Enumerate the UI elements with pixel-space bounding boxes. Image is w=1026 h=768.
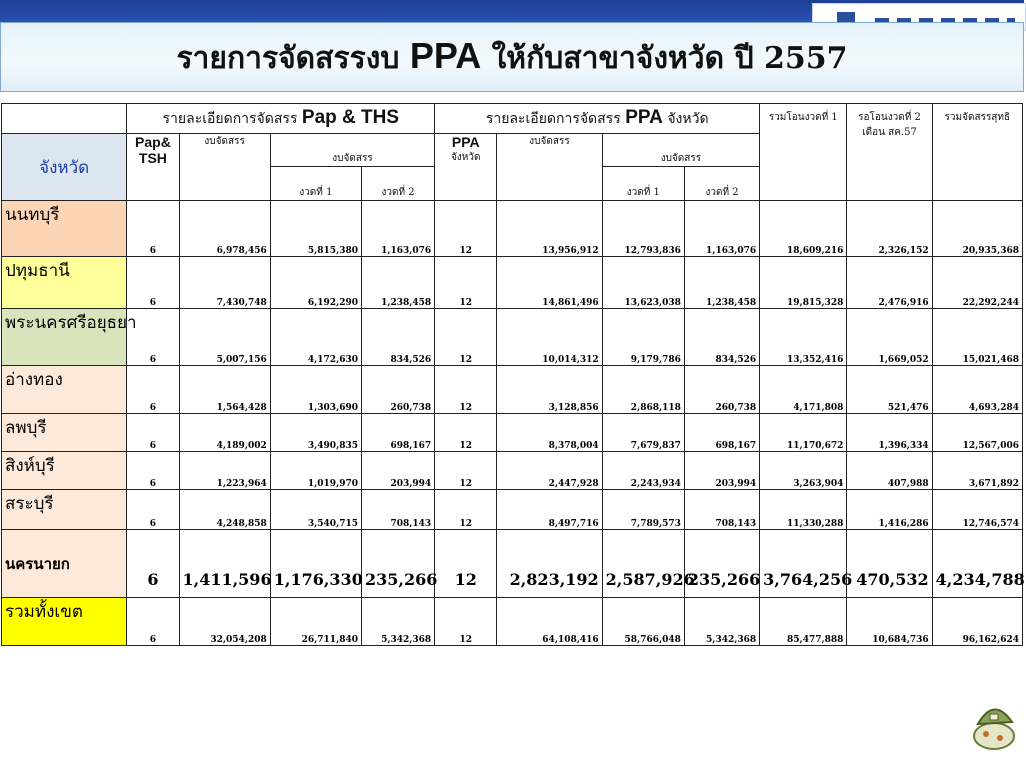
ppa-budget-header: งบจัดสรร (497, 134, 602, 201)
ppa-budget-cell: 3,128,856 (497, 366, 602, 414)
ppa-round2-cell: 1,163,076 (684, 201, 759, 257)
net-total-cell: 12,567,006 (932, 414, 1022, 452)
net-total-cell: 15,021,468 (932, 309, 1022, 366)
table-row (2, 452, 1023, 490)
ppa-round2-header: งวดที่ 2 (684, 167, 759, 201)
budget-cell: 32,054,208 (179, 598, 270, 646)
sum-round1-header: รวมโอนงวดที่ 1 (760, 104, 847, 201)
province-pap-cell: 6 (127, 452, 179, 490)
ppa-count-cell: 12 (435, 201, 497, 257)
sum-round1-cell: 4,171,808 (760, 366, 847, 414)
round2-cell: 1,163,076 (362, 201, 435, 257)
table-row (2, 309, 1023, 366)
ppa-budget-cell: 8,497,716 (497, 490, 602, 530)
round2-cell: 260,738 (362, 366, 435, 414)
ppa-round1-cell: 2,587,926 (602, 530, 684, 598)
table-row (2, 530, 1023, 598)
round1-cell: 6,192,290 (270, 257, 361, 309)
province-pap-cell: 6 (127, 530, 179, 598)
round2-header: งวดที่ 2 (362, 167, 435, 201)
province-header: จังหวัด (2, 134, 127, 201)
province-pap-cell: 6 (127, 201, 179, 257)
budget-cell: 7,430,748 (179, 257, 270, 309)
ppa-round1-cell: 58,766,048 (602, 598, 684, 646)
budget-header: งบจัดสรร (179, 134, 270, 201)
group1-header (127, 104, 435, 134)
title-eng: PPA (409, 35, 482, 76)
net-total-header: รวมจัดสรรสุทธิ (932, 104, 1022, 201)
ppa-round2-cell: 698,167 (684, 414, 759, 452)
table-row (2, 414, 1023, 452)
ppa-count-cell: 12 (435, 414, 497, 452)
province-cell: พระนครศรีอยุธยา (2, 309, 127, 366)
sum-round1-cell: 3,764,256 (760, 530, 847, 598)
ppa-round1-cell: 2,868,118 (602, 366, 684, 414)
budget-cell: 6,978,456 (179, 201, 270, 257)
net-total-cell: 12,746,574 (932, 490, 1022, 530)
ppa-round1-cell: 2,243,934 (602, 452, 684, 490)
decorative-clipart-icon (968, 694, 1020, 752)
province-cell: นครนายก (2, 530, 127, 598)
ppa-count-cell: 12 (435, 257, 497, 309)
round2-cell: 698,167 (362, 414, 435, 452)
budget-group-header: งบจัดสรร (270, 134, 434, 167)
ppa-count-cell: 12 (435, 309, 497, 366)
ppa-budget-cell: 10,014,312 (497, 309, 602, 366)
group2-thai: รายละเอียดการจัดสรร (485, 111, 621, 127)
ppa-thai-label: จังหวัด (451, 152, 481, 163)
ppa-round2-cell: 1,238,458 (684, 257, 759, 309)
pending-round2-cell: 470,532 (847, 530, 932, 598)
province-pap-cell: 6 (127, 414, 179, 452)
pending-round2-cell: 2,476,916 (847, 257, 932, 309)
pap-tsh-header (127, 134, 179, 201)
sum-round1-cell: 18,609,216 (760, 201, 847, 257)
sum-round1-cell: 85,477,888 (760, 598, 847, 646)
province-pap-cell: 6 (127, 366, 179, 414)
pending-round2-header: รอโอนงวดที่ 2 เดือน สค.57 (847, 104, 932, 201)
sum-round1-cell: 11,170,672 (760, 414, 847, 452)
ppa-round1-cell: 12,793,836 (602, 201, 684, 257)
round1-cell: 1,019,970 (270, 452, 361, 490)
ppa-count-cell: 12 (435, 490, 497, 530)
round2-cell: 708,143 (362, 490, 435, 530)
budget-cell: 1,223,964 (179, 452, 270, 490)
sum-round1-cell: 3,263,904 (760, 452, 847, 490)
table-row (2, 257, 1023, 309)
pap-tsh-label: Pap& TSH (135, 134, 171, 166)
ppa-budget-cell: 13,956,912 (497, 201, 602, 257)
ppa-budget-cell: 64,108,416 (497, 598, 602, 646)
round1-cell: 4,172,630 (270, 309, 361, 366)
province-cell: ลพบุรี (2, 414, 127, 452)
ppa-budget-cell: 8,378,004 (497, 414, 602, 452)
round1-cell: 26,711,840 (270, 598, 361, 646)
province-cell: สิงห์บุรี (2, 452, 127, 490)
budget-cell: 4,248,858 (179, 490, 270, 530)
province-pap-cell: 6 (127, 309, 179, 366)
corner-cell (2, 104, 127, 134)
pending-round2-cell: 521,476 (847, 366, 932, 414)
round2-cell: 203,994 (362, 452, 435, 490)
pending-round2-cell: 1,416,286 (847, 490, 932, 530)
ppa-round2-cell: 5,342,368 (684, 598, 759, 646)
round1-cell: 3,540,715 (270, 490, 361, 530)
table-row (2, 490, 1023, 530)
round1-cell: 1,303,690 (270, 366, 361, 414)
sum-round1-cell: 13,352,416 (760, 309, 847, 366)
ppa-budget-cell: 2,447,928 (497, 452, 602, 490)
sum-round1-cell: 19,815,328 (760, 257, 847, 309)
ppa-count-cell: 12 (435, 366, 497, 414)
table-row (2, 366, 1023, 414)
ppa-round1-cell: 9,179,786 (602, 309, 684, 366)
round2-cell: 834,526 (362, 309, 435, 366)
ppa-round1-cell: 7,679,837 (602, 414, 684, 452)
page-title (1, 35, 1023, 82)
province-cell: อ่างทอง (2, 366, 127, 414)
budget-cell: 1,564,428 (179, 366, 270, 414)
round1-cell: 3,490,835 (270, 414, 361, 452)
ppa-round2-cell: 235,266 (684, 530, 759, 598)
pending-round2-cell: 1,669,052 (847, 309, 932, 366)
group1-eng: Pap & THS (301, 107, 400, 128)
ppa-round1-cell: 13,623,038 (602, 257, 684, 309)
net-total-cell: 22,292,244 (932, 257, 1022, 309)
province-cell: นนทบุรี (2, 201, 127, 257)
ppa-round2-cell: 708,143 (684, 490, 759, 530)
net-total-cell: 4,234,788 (932, 530, 1022, 598)
allocation-table (1, 103, 1023, 646)
ppa-budget-group-header: งบจัดสรร (602, 134, 759, 167)
group1-thai: รายละเอียดการจัดสรร (162, 111, 298, 127)
group2-header (435, 104, 760, 134)
title-bar (0, 22, 1024, 92)
ppa-round2-cell: 260,738 (684, 366, 759, 414)
sum-round1-cell: 11,330,288 (760, 490, 847, 530)
ppa-header (435, 134, 497, 201)
pending-round2-cell: 2,326,152 (847, 201, 932, 257)
budget-cell: 4,189,002 (179, 414, 270, 452)
round2-cell: 5,342,368 (362, 598, 435, 646)
group2-suffix: จังหวัด (667, 111, 709, 127)
net-total-cell: 3,671,892 (932, 452, 1022, 490)
province-pap-cell: 6 (127, 257, 179, 309)
ppa-round2-cell: 203,994 (684, 452, 759, 490)
group2-eng: PPA (625, 107, 663, 128)
ppa-eng-label: PPA (451, 134, 480, 150)
province-cell: ปทุมธานี (2, 257, 127, 309)
round1-cell: 5,815,380 (270, 201, 361, 257)
ppa-count-cell: 12 (435, 598, 497, 646)
province-cell: สระบุรี (2, 490, 127, 530)
ppa-round1-cell: 7,789,573 (602, 490, 684, 530)
net-total-cell: 96,162,624 (932, 598, 1022, 646)
ppa-count-cell: 12 (435, 452, 497, 490)
ppa-budget-cell: 2,823,192 (497, 530, 602, 598)
budget-cell: 5,007,156 (179, 309, 270, 366)
pending-round2-cell: 407,988 (847, 452, 932, 490)
round2-cell: 1,238,458 (362, 257, 435, 309)
ppa-count-cell: 12 (435, 530, 497, 598)
title-thai-suffix: ให้กับสาขาจังหวัด ปี 2557 (491, 41, 848, 76)
province-cell: รวมทั้งเขต (2, 598, 127, 646)
ppa-budget-cell: 14,861,496 (497, 257, 602, 309)
table-row (2, 598, 1023, 646)
net-total-cell: 4,693,284 (932, 366, 1022, 414)
net-total-cell: 20,935,368 (932, 201, 1022, 257)
pending-round2-cell: 1,396,334 (847, 414, 932, 452)
round1-cell: 1,176,330 (270, 530, 361, 598)
ppa-round1-header: งวดที่ 1 (602, 167, 684, 201)
pending-round2-cell: 10,684,736 (847, 598, 932, 646)
province-pap-cell: 6 (127, 490, 179, 530)
ppa-round2-cell: 834,526 (684, 309, 759, 366)
table-row (2, 201, 1023, 257)
province-pap-cell: 6 (127, 598, 179, 646)
budget-cell: 1,411,596 (179, 530, 270, 598)
title-thai-prefix: รายการจัดสรรงบ (176, 41, 400, 76)
round2-cell: 235,266 (362, 530, 435, 598)
round1-header: งวดที่ 1 (270, 167, 361, 201)
